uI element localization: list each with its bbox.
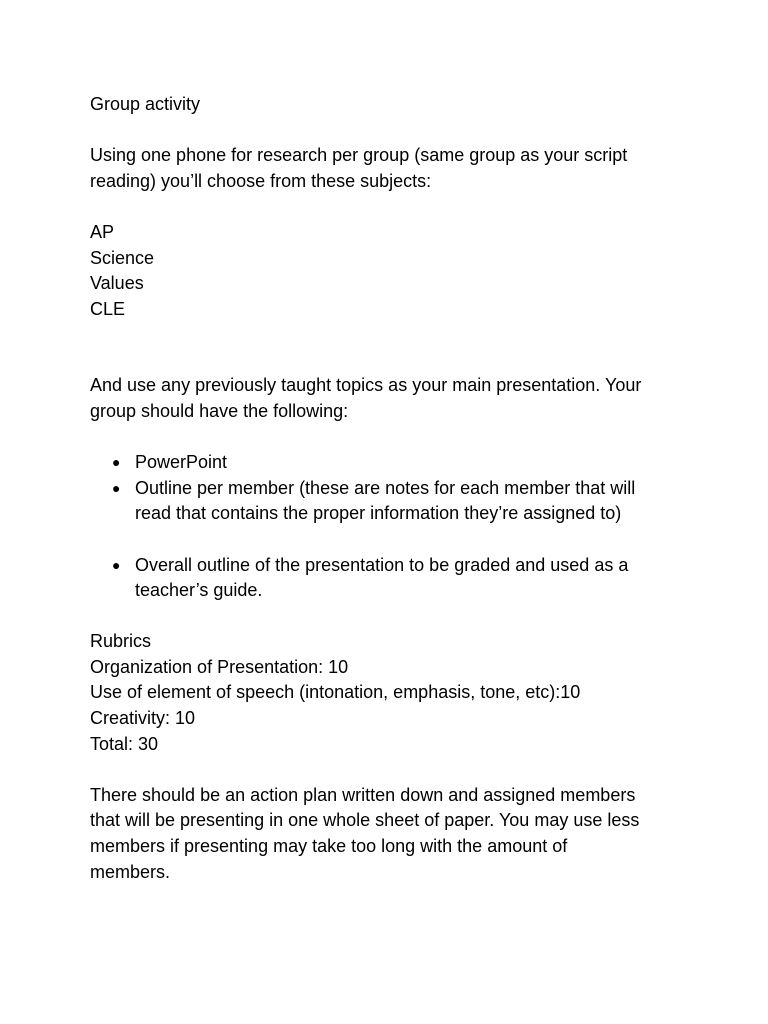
subject-item: Values bbox=[90, 273, 144, 294]
requirement-text: read that contains the proper information they’re assigned to) bbox=[135, 503, 622, 524]
spacer bbox=[90, 425, 690, 451]
requirement-text: Overall outline of the presentation to be graded and used as a bbox=[135, 554, 629, 575]
spacer bbox=[90, 604, 690, 630]
rubric-total: Total: 30 bbox=[90, 733, 159, 754]
subjects-list bbox=[90, 220, 690, 322]
document-title: Group activity bbox=[90, 94, 201, 114]
requirements-list bbox=[90, 450, 690, 527]
instructions-line: And use any previously taught topics as your main presentation. Your bbox=[90, 375, 642, 396]
rubrics-section bbox=[90, 629, 690, 757]
closing-line: members if presenting may take too long with the amount of bbox=[90, 836, 568, 857]
spacer bbox=[90, 118, 690, 144]
subject-item: Science bbox=[90, 247, 155, 268]
spacer bbox=[90, 527, 690, 553]
bullet-icon: ● bbox=[112, 479, 121, 496]
spacer bbox=[90, 757, 690, 783]
spacer bbox=[90, 322, 690, 373]
subject-item: CLE bbox=[90, 298, 126, 319]
requirement-item bbox=[90, 553, 690, 604]
subject-item: AP bbox=[90, 221, 115, 242]
requirement-text: teacher’s guide. bbox=[135, 580, 263, 601]
bullet-icon: ● bbox=[112, 454, 121, 471]
closing-line: that will be presenting in one whole sheet of paper. You may use less bbox=[90, 810, 640, 831]
document-body bbox=[90, 92, 690, 885]
rubric-item: Creativity: 10 bbox=[90, 708, 196, 729]
intro-line: reading) you’ll choose from these subjects: bbox=[90, 170, 432, 191]
requirements-list bbox=[90, 553, 690, 604]
closing-line: members. bbox=[90, 861, 171, 882]
spacer bbox=[90, 194, 690, 220]
instructions-line: group should have the following: bbox=[90, 400, 349, 421]
requirement-text: PowerPoint bbox=[135, 452, 228, 473]
instructions-paragraph bbox=[90, 373, 690, 424]
rubric-item: Organization of Presentation: 10 bbox=[90, 656, 349, 677]
requirement-item bbox=[90, 476, 690, 527]
requirement-text: Outline per member (these are notes for each member that will bbox=[135, 477, 636, 498]
closing-paragraph bbox=[90, 783, 690, 885]
rubrics-heading: Rubrics bbox=[90, 631, 152, 652]
requirement-item bbox=[90, 450, 690, 476]
bullet-icon: ● bbox=[112, 556, 121, 573]
closing-line: There should be an action plan written down and assigned members bbox=[90, 784, 636, 805]
intro-line: Using one phone for research per group (same group as your script bbox=[90, 145, 628, 166]
intro-paragraph bbox=[90, 143, 690, 194]
rubric-item: Use of element of speech (intonation, emphasis, tone, etc):10 bbox=[90, 682, 581, 703]
